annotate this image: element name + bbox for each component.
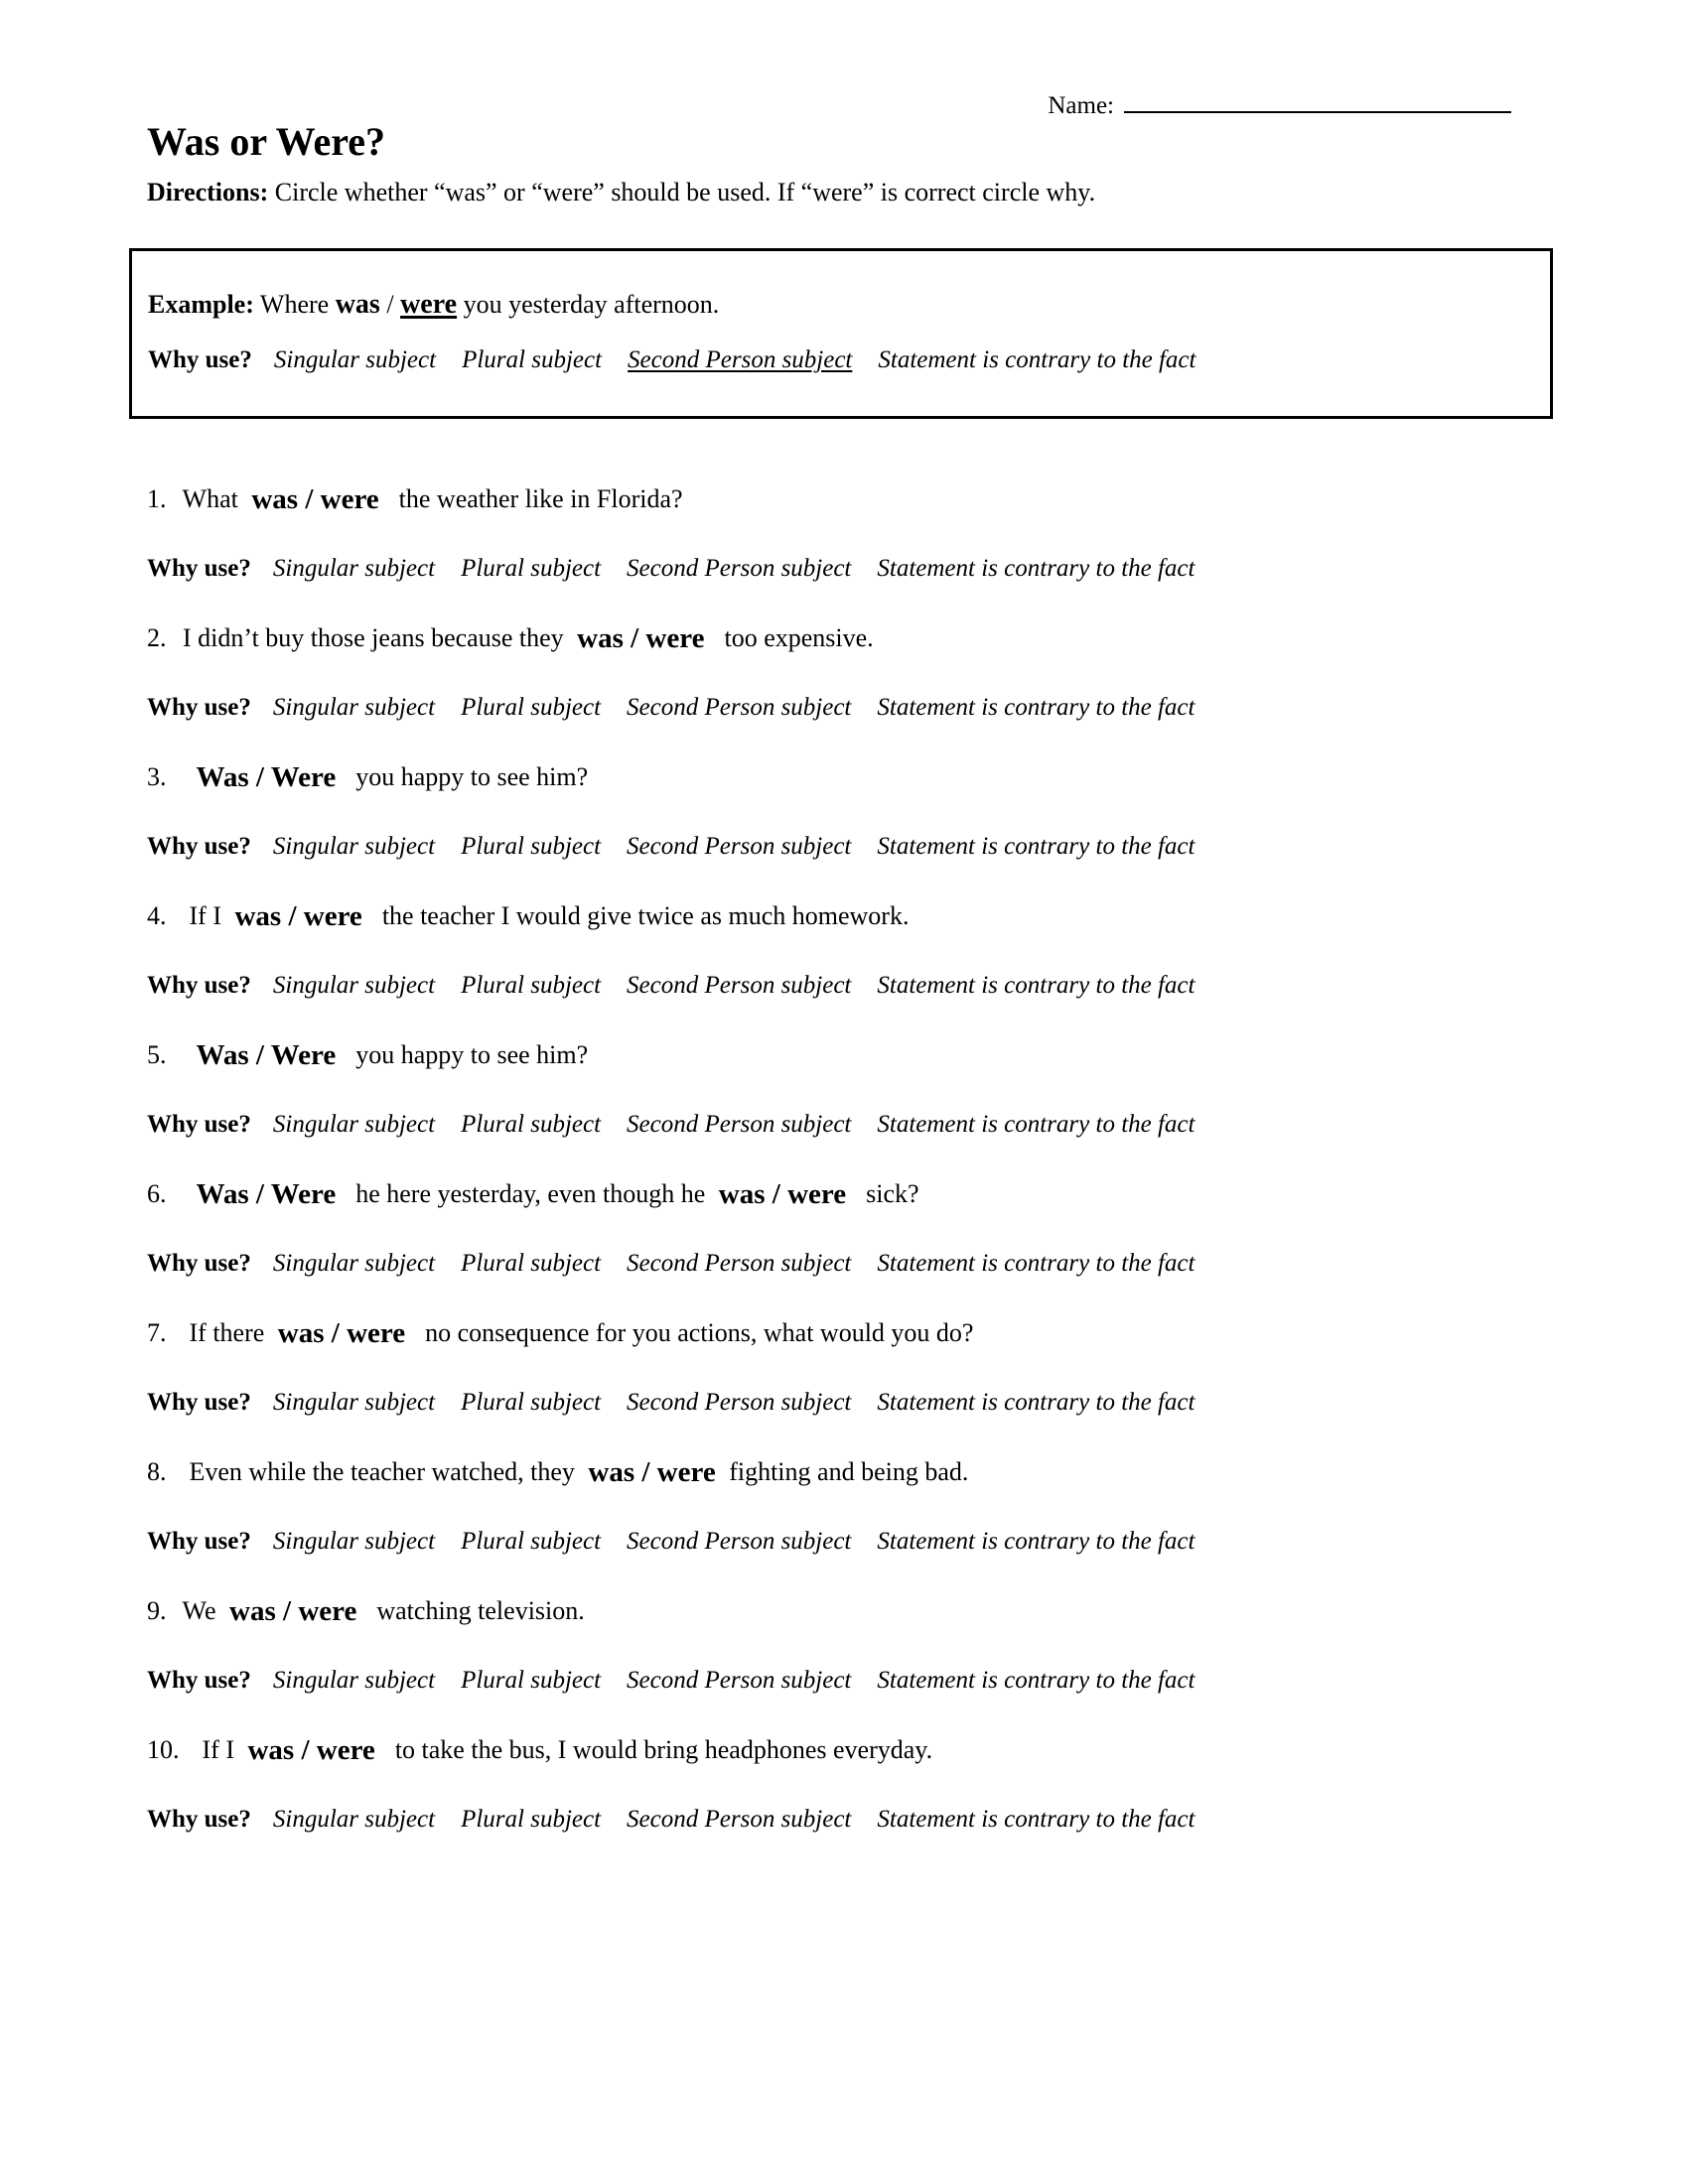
question-text-segment: If there bbox=[176, 1318, 271, 1347]
why-option-4[interactable]: Statement is contrary to the fact bbox=[877, 694, 1196, 721]
question-text bbox=[147, 1437, 1557, 1507]
question-text bbox=[147, 465, 1557, 534]
why-use-row bbox=[147, 1785, 1557, 1854]
why-option-2[interactable]: Plural subject bbox=[461, 694, 602, 721]
was-were-choice-1[interactable]: was / were bbox=[251, 482, 379, 515]
why-use-options bbox=[147, 1111, 1195, 1139]
question-number: 5. bbox=[147, 1040, 167, 1069]
page-title: Was or Were? bbox=[147, 119, 385, 164]
was-were-choice-1[interactable]: Was / Were bbox=[196, 760, 337, 793]
why-option-2[interactable]: Plural subject bbox=[461, 1667, 602, 1694]
why-option-1[interactable]: Singular subject bbox=[272, 833, 436, 860]
directions-text: Circle whether “was” or “were” should be used. If “were” is correct circle why. bbox=[268, 178, 1096, 206]
why-option-1[interactable]: Singular subject bbox=[272, 1528, 436, 1555]
question-block bbox=[147, 1021, 1557, 1160]
why-option-3[interactable]: Second Person subject bbox=[627, 1111, 852, 1138]
why-use-options bbox=[147, 1389, 1195, 1417]
question-block bbox=[147, 1576, 1557, 1715]
name-label: Name: bbox=[1048, 92, 1114, 119]
question-text bbox=[147, 1576, 1557, 1646]
question-number: 6. bbox=[147, 1179, 167, 1208]
was-were-choice-1[interactable]: was / were bbox=[577, 621, 705, 654]
why-use-row bbox=[147, 1368, 1557, 1437]
question-block bbox=[147, 743, 1557, 882]
why-option-2[interactable]: Plural subject bbox=[461, 1528, 602, 1555]
question-text-segment: I didn’t buy those jeans because they bbox=[176, 623, 571, 652]
why-use-label: Why use? bbox=[147, 833, 251, 860]
why-option-1[interactable]: Singular subject bbox=[272, 1250, 436, 1277]
question-number: 1. bbox=[147, 484, 167, 513]
question-number: 4. bbox=[147, 901, 167, 930]
questions-list bbox=[147, 465, 1557, 1854]
question-text-segment: Even while the teacher watched, they bbox=[176, 1457, 582, 1486]
example-label: Example: bbox=[148, 290, 254, 319]
why-option-3[interactable]: Second Person subject bbox=[627, 1250, 852, 1277]
directions-label: Directions: bbox=[147, 178, 269, 206]
why-use-row bbox=[147, 673, 1557, 743]
why-option-3[interactable]: Second Person subject bbox=[627, 1667, 852, 1694]
question-number: 3. bbox=[147, 762, 167, 791]
was-were-choice-1[interactable]: Was / Were bbox=[196, 1177, 337, 1210]
why-use-label: Why use? bbox=[147, 1806, 251, 1833]
question-text-segment: watching television. bbox=[363, 1596, 585, 1625]
question-text-segment: to take the bus, I would bring headphones everyday. bbox=[381, 1735, 933, 1764]
example-choice-were[interactable]: were bbox=[400, 289, 458, 320]
why-option-3[interactable]: Second Person subject bbox=[627, 972, 852, 999]
why-use-label: Why use? bbox=[147, 1667, 251, 1694]
why-use-options bbox=[147, 555, 1195, 583]
why-option-4[interactable]: Statement is contrary to the fact bbox=[877, 555, 1196, 582]
directions bbox=[147, 177, 1095, 207]
why-option-3[interactable]: Second Person subject bbox=[627, 833, 852, 860]
name-input-blank[interactable] bbox=[1124, 89, 1511, 113]
why-option-4[interactable]: Statement is contrary to the fact bbox=[877, 1528, 1196, 1555]
question-number: 10. bbox=[147, 1735, 180, 1764]
question-text-segment: no consequence for you actions, what would you do? bbox=[412, 1318, 974, 1347]
question-text-segment: fighting and being bad. bbox=[722, 1457, 969, 1486]
example-pre-text: Where bbox=[253, 290, 336, 319]
question-text-segment: If I bbox=[189, 1735, 241, 1764]
why-option-2[interactable]: Plural subject bbox=[461, 972, 602, 999]
question-text-segment: too expensive. bbox=[711, 623, 874, 652]
why-option-2[interactable]: Plural subject bbox=[461, 833, 602, 860]
question-text-segment bbox=[177, 1179, 190, 1209]
question-block bbox=[147, 882, 1557, 1021]
why-use-row bbox=[147, 1229, 1557, 1298]
question-text-segment bbox=[177, 1040, 190, 1070]
why-option-1[interactable]: Singular subject bbox=[272, 972, 436, 999]
why-option-3[interactable]: Second Person subject bbox=[627, 555, 852, 582]
why-use-options bbox=[147, 1250, 1195, 1278]
question-text-segment: the teacher I would give twice as much homework. bbox=[368, 901, 910, 930]
why-option-3[interactable]: Second Person subject bbox=[627, 1806, 852, 1833]
example-why-use-row bbox=[148, 346, 1196, 374]
question-block bbox=[147, 1715, 1557, 1854]
why-use-options bbox=[147, 972, 1195, 1000]
example-choice-was[interactable]: was bbox=[335, 289, 380, 320]
question-text-segment: you happy to see him? bbox=[343, 762, 589, 791]
question-text-segment: sick? bbox=[853, 1179, 919, 1208]
why-option-3[interactable]: Second Person subject bbox=[627, 694, 852, 721]
question-text bbox=[147, 1160, 1557, 1229]
why-option-1[interactable]: Singular subject bbox=[272, 1667, 436, 1694]
why-use-label: Why use? bbox=[147, 1250, 251, 1277]
why-option-4[interactable]: Statement is contrary to the fact bbox=[877, 1111, 1196, 1138]
was-were-choice-1[interactable]: Was / Were bbox=[196, 1038, 337, 1071]
why-option-1[interactable]: Singular subject bbox=[272, 694, 436, 721]
why-use-label: Why use? bbox=[147, 694, 251, 721]
why-use-options bbox=[147, 1528, 1195, 1556]
why-use-label: Why use? bbox=[147, 1528, 251, 1555]
why-use-options bbox=[147, 1667, 1195, 1695]
question-text-segment: What bbox=[176, 484, 245, 513]
why-use-options bbox=[147, 833, 1195, 861]
why-use-options bbox=[147, 694, 1195, 722]
why-option-4[interactable]: Statement is contrary to the fact bbox=[877, 972, 1196, 999]
was-were-choice-2[interactable]: was / were bbox=[718, 1177, 847, 1210]
why-option-2[interactable]: Plural subject bbox=[461, 1806, 602, 1833]
why-option-2[interactable]: Plural subject bbox=[462, 346, 603, 373]
why-use-row bbox=[147, 1507, 1557, 1576]
question-text-segment: If I bbox=[176, 901, 228, 930]
why-option-1[interactable]: Singular subject bbox=[272, 1806, 436, 1833]
why-use-label: Why use? bbox=[147, 555, 251, 582]
why-option-4[interactable]: Statement is contrary to the fact bbox=[877, 833, 1196, 860]
why-option-1[interactable]: Singular subject bbox=[272, 1389, 436, 1416]
example-sentence bbox=[148, 289, 719, 321]
why-use-row bbox=[147, 1646, 1557, 1715]
question-block bbox=[147, 604, 1557, 743]
question-text bbox=[147, 604, 1557, 673]
why-option-2[interactable]: Plural subject bbox=[461, 1250, 602, 1277]
why-option-1[interactable]: Singular subject bbox=[272, 555, 436, 582]
question-text-segment: We bbox=[176, 1596, 223, 1625]
was-were-choice-1[interactable]: was / were bbox=[277, 1316, 406, 1349]
why-use-row bbox=[147, 534, 1557, 604]
why-option-4[interactable]: Statement is contrary to the fact bbox=[877, 1806, 1196, 1833]
why-option-4[interactable]: Statement is contrary to the fact bbox=[877, 1250, 1196, 1277]
was-were-choice-1[interactable]: was / were bbox=[234, 899, 362, 932]
question-block bbox=[147, 1437, 1557, 1576]
why-use-label: Why use? bbox=[147, 972, 251, 999]
why-use-label: Why use? bbox=[148, 346, 252, 373]
example-box bbox=[129, 248, 1553, 419]
question-text-segment: you happy to see him? bbox=[343, 1040, 589, 1069]
why-option-4[interactable]: Statement is contrary to the fact bbox=[877, 1389, 1196, 1416]
why-use-label: Why use? bbox=[147, 1111, 251, 1138]
question-text-segment: the weather like in Florida? bbox=[385, 484, 683, 513]
question-block bbox=[147, 1160, 1557, 1298]
why-use-row bbox=[147, 812, 1557, 882]
why-use-row bbox=[147, 1090, 1557, 1160]
why-option-3[interactable]: Second Person subject bbox=[627, 1389, 852, 1416]
question-text bbox=[147, 882, 1557, 951]
why-use-label: Why use? bbox=[147, 1389, 251, 1416]
question-text bbox=[147, 743, 1557, 812]
question-text bbox=[147, 1715, 1557, 1785]
question-text-segment: he here yesterday, even though he bbox=[343, 1179, 712, 1208]
why-option-4[interactable]: Statement is contrary to the fact bbox=[878, 346, 1196, 373]
example-post-text: you yesterday afternoon. bbox=[457, 290, 720, 319]
why-option-2[interactable]: Plural subject bbox=[461, 1111, 602, 1138]
why-use-options bbox=[147, 1806, 1195, 1834]
why-option-2[interactable]: Plural subject bbox=[461, 555, 602, 582]
why-option-1[interactable]: Singular subject bbox=[273, 346, 437, 373]
question-block bbox=[147, 1298, 1557, 1437]
example-choice-separator: / bbox=[379, 290, 401, 319]
question-number: 7. bbox=[147, 1318, 167, 1347]
question-text-segment bbox=[177, 762, 190, 792]
why-use-row bbox=[147, 951, 1557, 1021]
was-were-choice-1[interactable]: was / were bbox=[588, 1455, 716, 1488]
was-were-choice-1[interactable]: was / were bbox=[247, 1733, 375, 1766]
question-text bbox=[147, 1298, 1557, 1368]
why-option-3[interactable]: Second Person subject bbox=[627, 1528, 852, 1555]
why-option-3[interactable]: Second Person subject bbox=[628, 346, 853, 373]
was-were-choice-1[interactable]: was / were bbox=[229, 1594, 357, 1627]
question-text bbox=[147, 1021, 1557, 1090]
question-number: 9. bbox=[147, 1596, 167, 1625]
question-block bbox=[147, 465, 1557, 604]
why-option-2[interactable]: Plural subject bbox=[461, 1389, 602, 1416]
why-option-4[interactable]: Statement is contrary to the fact bbox=[877, 1667, 1196, 1694]
name-field-row bbox=[1048, 89, 1511, 120]
why-option-1[interactable]: Singular subject bbox=[272, 1111, 436, 1138]
question-number: 2. bbox=[147, 623, 167, 652]
question-number: 8. bbox=[147, 1457, 167, 1486]
